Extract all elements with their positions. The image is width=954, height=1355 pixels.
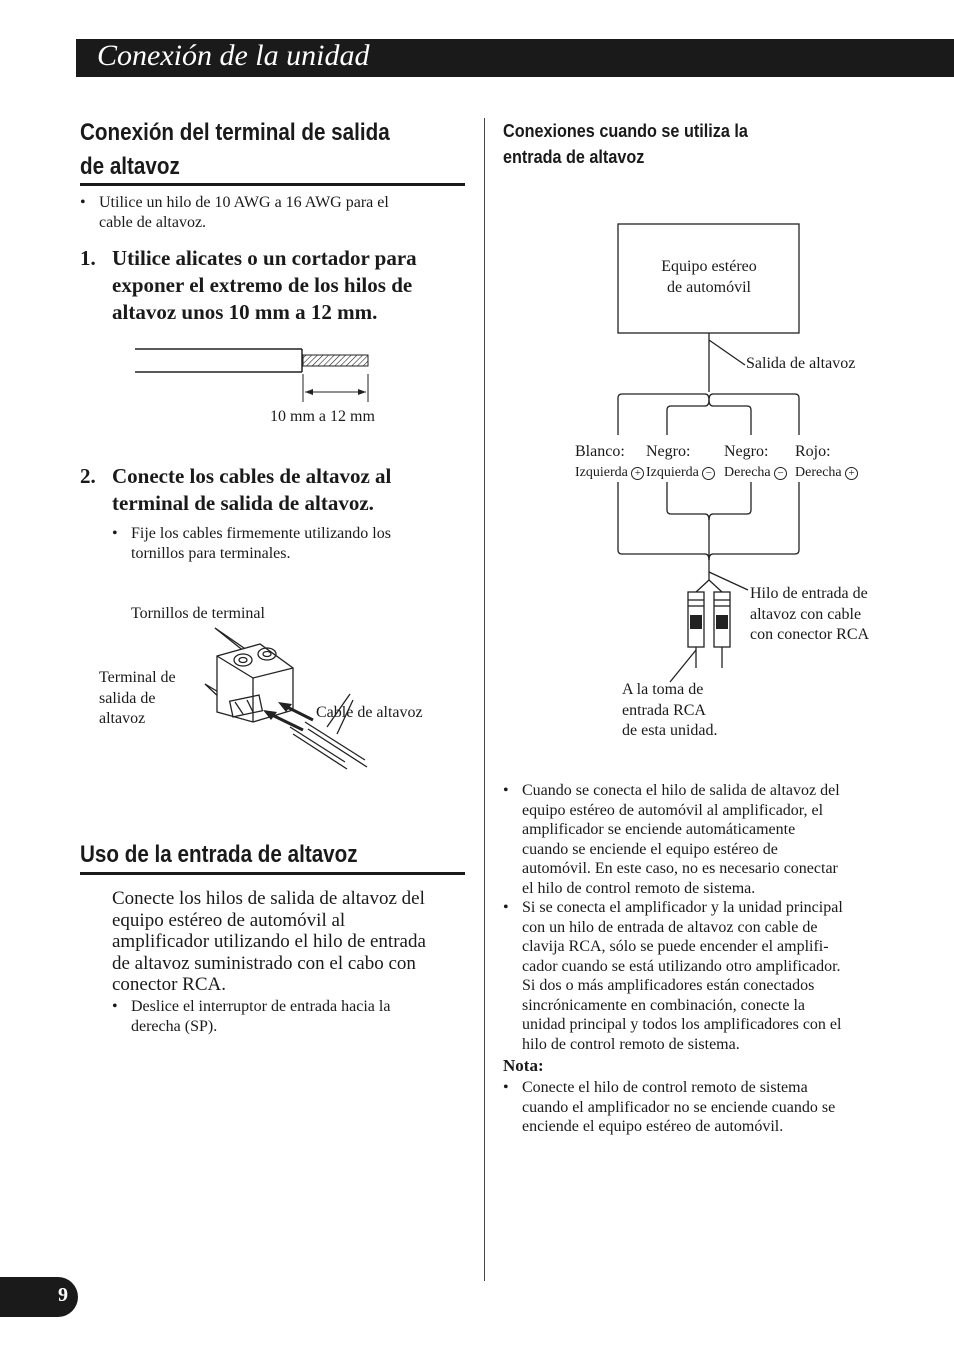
section-rule [80, 872, 465, 875]
note-label: Nota: [503, 1056, 544, 1075]
wire-red-side: Derecha + [795, 465, 858, 481]
rca-cable-label: Hilo de entrada de altavoz con cable con conector RCA [750, 585, 870, 643]
speaker-output-label: Salida de altavoz [746, 355, 856, 372]
plus-icon: + [631, 467, 644, 480]
wire-black-left-side: Izquierda − [646, 465, 715, 481]
plus-icon: + [845, 467, 858, 480]
stripped-wire-illustration [130, 344, 400, 404]
section-rule [80, 183, 465, 186]
section-title-speaker-input: Uso de la entrada de altavoz [80, 841, 358, 868]
section-title-speaker-output: Conexión del terminal de salida de altavoz [80, 119, 390, 180]
wire-red-label: Rojo: [795, 443, 831, 460]
minus-icon: − [774, 467, 787, 480]
terminal-label: Terminal de salida de altavoz [99, 669, 176, 727]
wire-black-right-side: Derecha − [724, 465, 787, 481]
page-title: Conexión de la unidad [97, 39, 370, 72]
car-stereo-box-label: Equipo estéreo de automóvil [661, 258, 757, 296]
speaker-cable-label: Cable de altavoz [316, 704, 423, 721]
column-divider [484, 118, 485, 1281]
wire-white-label: Blanco: [575, 443, 625, 460]
minus-icon: − [702, 467, 715, 480]
rca-jack-label: A la toma de entrada RCA de esta unidad. [622, 681, 718, 739]
terminal-illustration [195, 622, 380, 777]
wire-black-left-label: Negro: [646, 443, 691, 460]
terminal-screws-label: Tornillos de terminal [131, 605, 265, 622]
speaker-input-paragraph: Conecte los hilos de salida de altavoz del equipo estéreo de automóvil al amplificador utilizando el hilo de entrada de altavoz suministrado con el cabo con conector RCA. [112, 888, 426, 995]
wire-black-right-label: Negro: [724, 443, 769, 460]
wire-white-side: Izquierda + [575, 465, 644, 481]
subsection-title: Conexiones cuando se utiliza la entrada de altavoz [503, 121, 748, 167]
strip-length-label: 10 mm a 12 mm [270, 408, 375, 425]
page-number: 9 [58, 1284, 68, 1306]
